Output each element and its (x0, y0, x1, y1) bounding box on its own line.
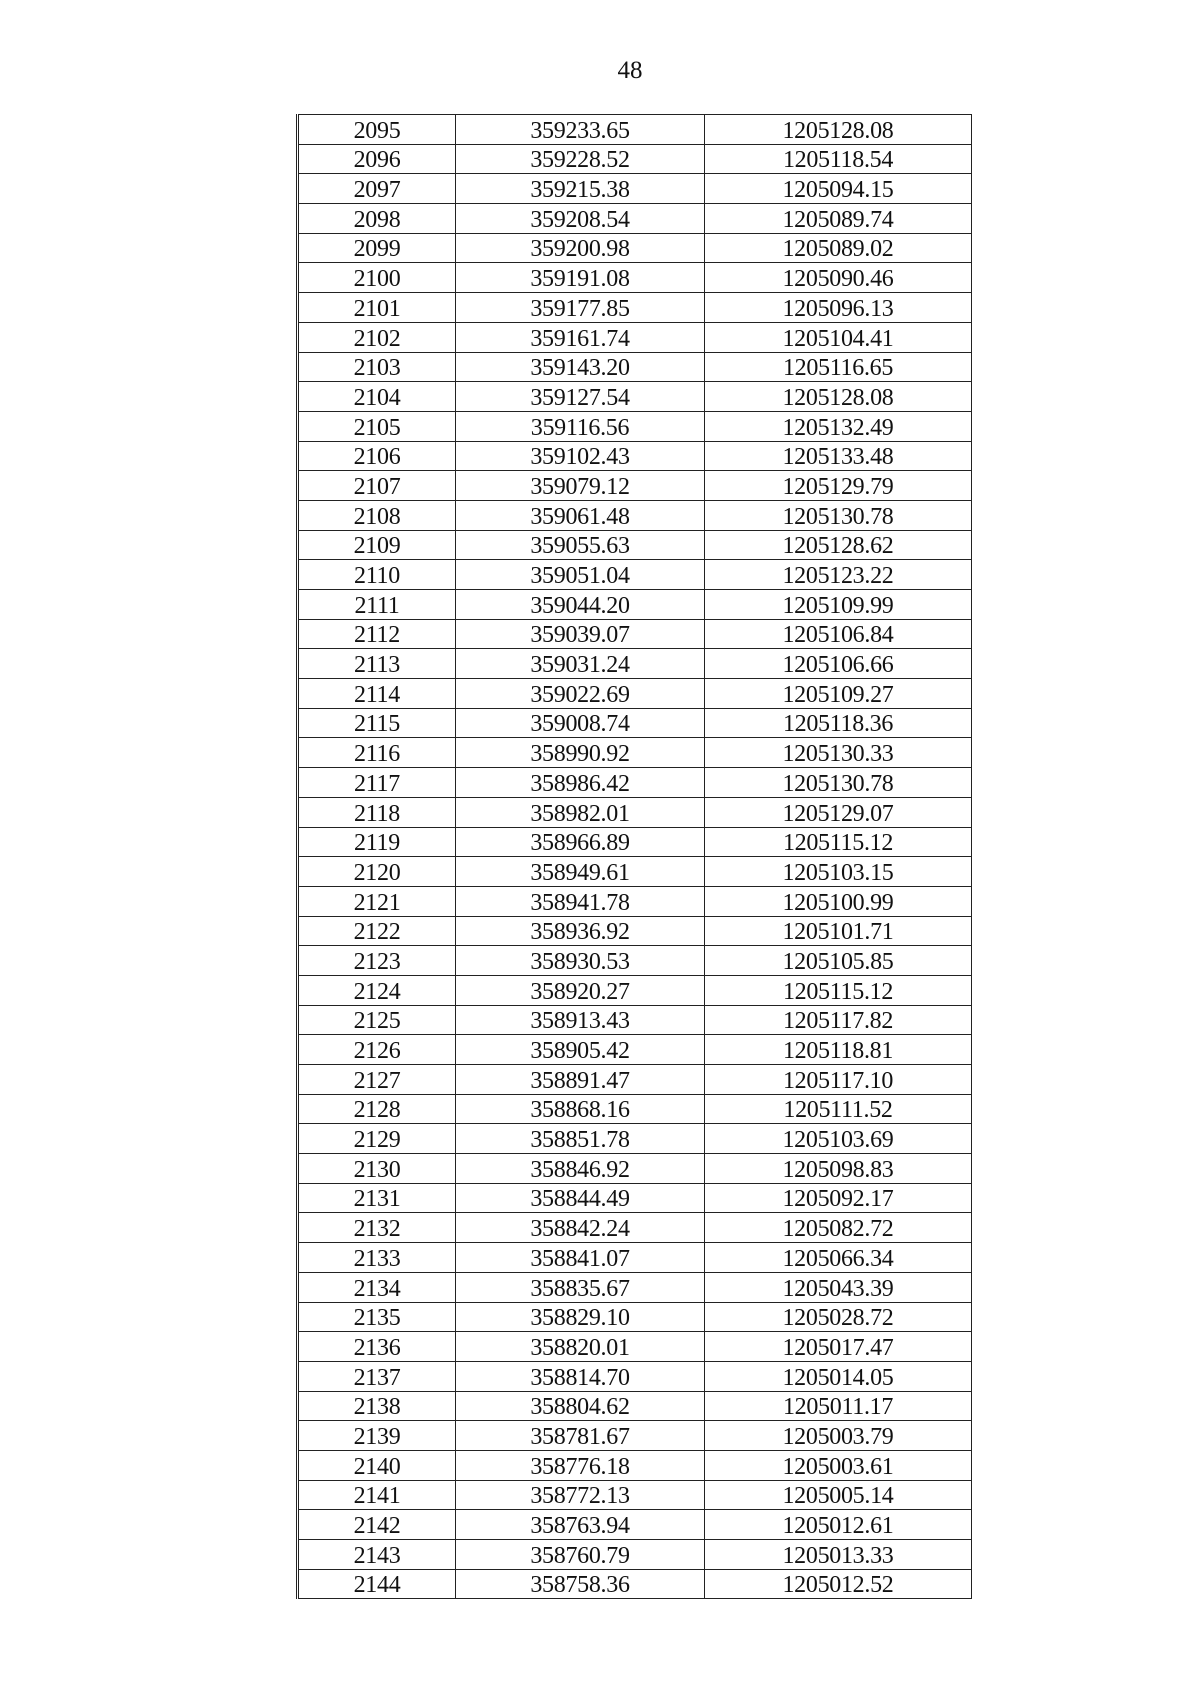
x-coordinate-cell: 359061.48 (456, 500, 705, 530)
point-number-cell: 2096 (298, 144, 456, 174)
table-row (298, 738, 972, 768)
y-coordinate-cell: 1205089.74 (705, 204, 972, 234)
point-number-cell: 2130 (298, 1154, 456, 1184)
x-coordinate-cell: 359233.65 (456, 115, 705, 145)
y-coordinate-cell: 1205132.49 (705, 411, 972, 441)
point-number-cell: 2098 (298, 204, 456, 234)
table-row (298, 115, 972, 145)
point-number-cell: 2117 (298, 768, 456, 798)
table-row (298, 352, 972, 382)
table-row (298, 975, 972, 1005)
x-coordinate-cell: 358758.36 (456, 1569, 705, 1599)
table-row (298, 857, 972, 887)
x-coordinate-cell: 358804.62 (456, 1391, 705, 1421)
point-number-cell: 2100 (298, 263, 456, 293)
y-coordinate-cell: 1205130.78 (705, 500, 972, 530)
point-number-cell: 2136 (298, 1332, 456, 1362)
point-number-cell: 2123 (298, 946, 456, 976)
x-coordinate-cell: 358776.18 (456, 1450, 705, 1480)
y-coordinate-cell: 1205066.34 (705, 1243, 972, 1273)
y-coordinate-cell: 1205118.54 (705, 144, 972, 174)
point-number-cell: 2138 (298, 1391, 456, 1421)
point-number-cell: 2139 (298, 1421, 456, 1451)
y-coordinate-cell: 1205028.72 (705, 1302, 972, 1332)
point-number-cell: 2131 (298, 1183, 456, 1213)
point-number-cell: 2143 (298, 1540, 456, 1570)
table-row (298, 530, 972, 560)
x-coordinate-cell: 358920.27 (456, 975, 705, 1005)
x-coordinate-cell: 359143.20 (456, 352, 705, 382)
point-number-cell: 2126 (298, 1035, 456, 1065)
y-coordinate-cell: 1205109.27 (705, 679, 972, 709)
table-row (298, 1035, 972, 1065)
y-coordinate-cell: 1205089.02 (705, 233, 972, 263)
point-number-cell: 2112 (298, 619, 456, 649)
point-number-cell: 2103 (298, 352, 456, 382)
y-coordinate-cell: 1205098.83 (705, 1154, 972, 1184)
table-row (298, 649, 972, 679)
y-coordinate-cell: 1205115.12 (705, 975, 972, 1005)
y-coordinate-cell: 1205106.84 (705, 619, 972, 649)
x-coordinate-cell: 358982.01 (456, 797, 705, 827)
table-row (298, 590, 972, 620)
x-coordinate-cell: 358913.43 (456, 1005, 705, 1035)
table-row (298, 411, 972, 441)
table-row (298, 1391, 972, 1421)
x-coordinate-cell: 358905.42 (456, 1035, 705, 1065)
point-number-cell: 2101 (298, 293, 456, 323)
table-row (298, 916, 972, 946)
y-coordinate-cell: 1205118.81 (705, 1035, 972, 1065)
x-coordinate-cell: 358990.92 (456, 738, 705, 768)
table-row (298, 1094, 972, 1124)
y-coordinate-cell: 1205103.15 (705, 857, 972, 887)
y-coordinate-cell: 1205117.82 (705, 1005, 972, 1035)
table-row (298, 263, 972, 293)
point-number-cell: 2097 (298, 174, 456, 204)
x-coordinate-cell: 358949.61 (456, 857, 705, 887)
y-coordinate-cell: 1205005.14 (705, 1480, 972, 1510)
x-coordinate-cell: 358851.78 (456, 1124, 705, 1154)
y-coordinate-cell: 1205130.78 (705, 768, 972, 798)
table-row (298, 500, 972, 530)
y-coordinate-cell: 1205128.62 (705, 530, 972, 560)
point-number-cell: 2119 (298, 827, 456, 857)
table-row (298, 1005, 972, 1035)
table-row (298, 441, 972, 471)
x-coordinate-cell: 358986.42 (456, 768, 705, 798)
x-coordinate-cell: 359022.69 (456, 679, 705, 709)
y-coordinate-cell: 1205014.05 (705, 1361, 972, 1391)
table-row (298, 1302, 972, 1332)
x-coordinate-cell: 359200.98 (456, 233, 705, 263)
table-row (298, 382, 972, 412)
point-number-cell: 2118 (298, 797, 456, 827)
point-number-cell: 2105 (298, 411, 456, 441)
x-coordinate-cell: 358772.13 (456, 1480, 705, 1510)
point-number-cell: 2134 (298, 1272, 456, 1302)
point-number-cell: 2124 (298, 975, 456, 1005)
table-row (298, 1124, 972, 1154)
y-coordinate-cell: 1205133.48 (705, 441, 972, 471)
table-row (298, 1540, 972, 1570)
y-coordinate-cell: 1205092.17 (705, 1183, 972, 1213)
x-coordinate-cell: 358781.67 (456, 1421, 705, 1451)
x-coordinate-cell: 358763.94 (456, 1510, 705, 1540)
table-row (298, 1332, 972, 1362)
point-number-cell: 2111 (298, 590, 456, 620)
x-coordinate-cell: 358846.92 (456, 1154, 705, 1184)
y-coordinate-cell: 1205128.08 (705, 115, 972, 145)
y-coordinate-cell: 1205011.17 (705, 1391, 972, 1421)
x-coordinate-cell: 358842.24 (456, 1213, 705, 1243)
table-row (298, 886, 972, 916)
table-row (298, 204, 972, 234)
table-row (298, 1213, 972, 1243)
y-coordinate-cell: 1205117.10 (705, 1065, 972, 1095)
point-number-cell: 2140 (298, 1450, 456, 1480)
x-coordinate-cell: 359102.43 (456, 441, 705, 471)
point-number-cell: 2125 (298, 1005, 456, 1035)
x-coordinate-cell: 359116.56 (456, 411, 705, 441)
table-row (298, 708, 972, 738)
point-number-cell: 2114 (298, 679, 456, 709)
point-number-cell: 2107 (298, 471, 456, 501)
table-row (298, 233, 972, 263)
y-coordinate-cell: 1205103.69 (705, 1124, 972, 1154)
y-coordinate-cell: 1205115.12 (705, 827, 972, 857)
y-coordinate-cell: 1205118.36 (705, 708, 972, 738)
y-coordinate-cell: 1205109.99 (705, 590, 972, 620)
point-number-cell: 2113 (298, 649, 456, 679)
y-coordinate-cell: 1205012.52 (705, 1569, 972, 1599)
x-coordinate-cell: 358844.49 (456, 1183, 705, 1213)
x-coordinate-cell: 359031.24 (456, 649, 705, 679)
x-coordinate-cell: 358941.78 (456, 886, 705, 916)
x-coordinate-cell: 358891.47 (456, 1065, 705, 1095)
table-row (298, 946, 972, 976)
point-number-cell: 2116 (298, 738, 456, 768)
y-coordinate-cell: 1205003.61 (705, 1450, 972, 1480)
table-row (298, 768, 972, 798)
point-number-cell: 2144 (298, 1569, 456, 1599)
point-number-cell: 2110 (298, 560, 456, 590)
table-row (298, 1272, 972, 1302)
table-row (298, 827, 972, 857)
y-coordinate-cell: 1205101.71 (705, 916, 972, 946)
x-coordinate-cell: 359079.12 (456, 471, 705, 501)
point-number-cell: 2122 (298, 916, 456, 946)
y-coordinate-cell: 1205013.33 (705, 1540, 972, 1570)
x-coordinate-cell: 359044.20 (456, 590, 705, 620)
point-number-cell: 2099 (298, 233, 456, 263)
x-coordinate-cell: 358936.92 (456, 916, 705, 946)
x-coordinate-cell: 359208.54 (456, 204, 705, 234)
x-coordinate-cell: 359228.52 (456, 144, 705, 174)
coordinate-table-body (298, 115, 972, 1599)
table-row (298, 1183, 972, 1213)
point-number-cell: 2108 (298, 500, 456, 530)
y-coordinate-cell: 1205123.22 (705, 560, 972, 590)
y-coordinate-cell: 1205129.79 (705, 471, 972, 501)
table-row (298, 1361, 972, 1391)
y-coordinate-cell: 1205012.61 (705, 1510, 972, 1540)
table-row (298, 1510, 972, 1540)
point-number-cell: 2137 (298, 1361, 456, 1391)
table-row (298, 1243, 972, 1273)
table-row (298, 1421, 972, 1451)
point-number-cell: 2128 (298, 1094, 456, 1124)
point-number-cell: 2120 (298, 857, 456, 887)
coordinate-table (296, 114, 972, 1599)
table-row (298, 293, 972, 323)
y-coordinate-cell: 1205094.15 (705, 174, 972, 204)
point-number-cell: 2106 (298, 441, 456, 471)
table-row (298, 1569, 972, 1599)
point-number-cell: 2132 (298, 1213, 456, 1243)
point-number-cell: 2129 (298, 1124, 456, 1154)
y-coordinate-cell: 1205129.07 (705, 797, 972, 827)
x-coordinate-cell: 358829.10 (456, 1302, 705, 1332)
point-number-cell: 2104 (298, 382, 456, 412)
point-number-cell: 2095 (298, 115, 456, 145)
table-row (298, 1154, 972, 1184)
point-number-cell: 2142 (298, 1510, 456, 1540)
x-coordinate-cell: 358930.53 (456, 946, 705, 976)
x-coordinate-cell: 358835.67 (456, 1272, 705, 1302)
page-number: 48 (617, 57, 643, 84)
x-coordinate-cell: 359177.85 (456, 293, 705, 323)
table-row (298, 560, 972, 590)
y-coordinate-cell: 1205128.08 (705, 382, 972, 412)
x-coordinate-cell: 358841.07 (456, 1243, 705, 1273)
y-coordinate-cell: 1205017.47 (705, 1332, 972, 1362)
point-number-cell: 2141 (298, 1480, 456, 1510)
x-coordinate-cell: 358820.01 (456, 1332, 705, 1362)
x-coordinate-cell: 359051.04 (456, 560, 705, 590)
table-row (298, 471, 972, 501)
table-row (298, 174, 972, 204)
y-coordinate-cell: 1205104.41 (705, 322, 972, 352)
x-coordinate-cell: 359008.74 (456, 708, 705, 738)
point-number-cell: 2135 (298, 1302, 456, 1332)
table-row (298, 679, 972, 709)
point-number-cell: 2109 (298, 530, 456, 560)
x-coordinate-cell: 359055.63 (456, 530, 705, 560)
x-coordinate-cell: 358814.70 (456, 1361, 705, 1391)
point-number-cell: 2115 (298, 708, 456, 738)
point-number-cell: 2121 (298, 886, 456, 916)
table-row (298, 322, 972, 352)
y-coordinate-cell: 1205106.66 (705, 649, 972, 679)
y-coordinate-cell: 1205100.99 (705, 886, 972, 916)
x-coordinate-cell: 358966.89 (456, 827, 705, 857)
x-coordinate-cell: 359191.08 (456, 263, 705, 293)
y-coordinate-cell: 1205043.39 (705, 1272, 972, 1302)
x-coordinate-cell: 359127.54 (456, 382, 705, 412)
x-coordinate-cell: 358760.79 (456, 1540, 705, 1570)
y-coordinate-cell: 1205111.52 (705, 1094, 972, 1124)
x-coordinate-cell: 359215.38 (456, 174, 705, 204)
table-row (298, 144, 972, 174)
point-number-cell: 2127 (298, 1065, 456, 1095)
y-coordinate-cell: 1205105.85 (705, 946, 972, 976)
y-coordinate-cell: 1205003.79 (705, 1421, 972, 1451)
y-coordinate-cell: 1205130.33 (705, 738, 972, 768)
x-coordinate-cell: 358868.16 (456, 1094, 705, 1124)
y-coordinate-cell: 1205096.13 (705, 293, 972, 323)
table-row (298, 797, 972, 827)
x-coordinate-cell: 359161.74 (456, 322, 705, 352)
point-number-cell: 2133 (298, 1243, 456, 1273)
table-row (298, 619, 972, 649)
table-row (298, 1480, 972, 1510)
table-row (298, 1450, 972, 1480)
y-coordinate-cell: 1205090.46 (705, 263, 972, 293)
x-coordinate-cell: 359039.07 (456, 619, 705, 649)
table-row (298, 1065, 972, 1095)
y-coordinate-cell: 1205116.65 (705, 352, 972, 382)
y-coordinate-cell: 1205082.72 (705, 1213, 972, 1243)
point-number-cell: 2102 (298, 322, 456, 352)
